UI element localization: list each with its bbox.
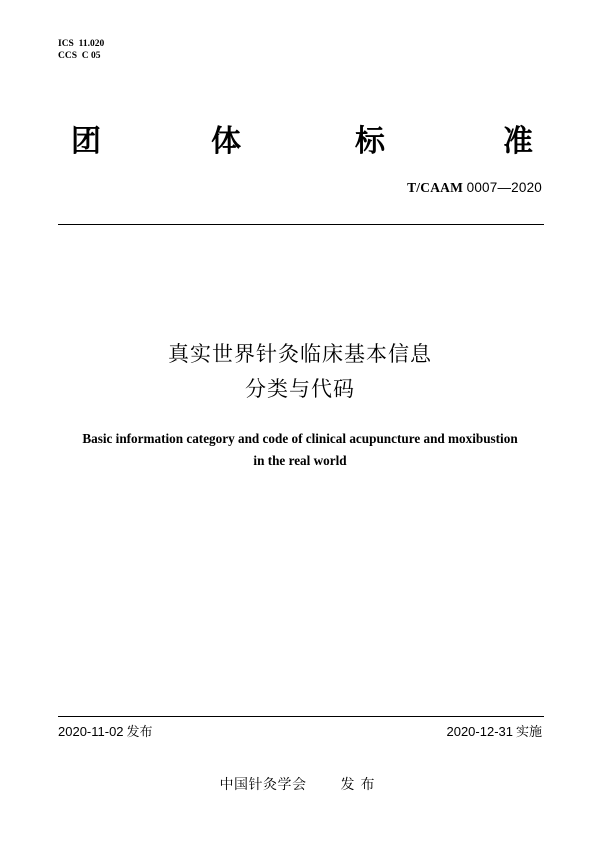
standard-type-char: 团 <box>71 124 101 159</box>
standard-type-heading <box>58 120 544 164</box>
title-chinese-line-1: 真实世界针灸临床基本信息 <box>168 342 432 366</box>
publisher-organization: 中国针灸学会 <box>219 777 307 793</box>
implementation-date <box>446 723 542 742</box>
standard-number-prefix: T/CAAM <box>407 180 464 195</box>
title-chinese-line-2: 分类与代码 <box>245 377 355 401</box>
implementation-date-label: 实施 <box>515 725 542 740</box>
issue-date-label: 发布 <box>126 725 153 740</box>
issue-date <box>58 723 153 742</box>
standard-type-char: 标 <box>355 124 385 159</box>
classification-codes <box>58 38 104 62</box>
implementation-date-value: 2020-12-31 <box>446 724 513 739</box>
standard-number-value: 0007—2020 <box>466 180 542 195</box>
standard-type-char: 体 <box>211 124 241 159</box>
title-english-line-1: Basic information category and code of clinical acupuncture and moxibustion <box>82 431 518 446</box>
ics-code: ICS 11.020 <box>58 39 105 49</box>
ccs-code: CCS C 05 <box>58 51 101 61</box>
title-english-line-2: in the real world <box>253 453 347 468</box>
standard-number <box>407 180 542 196</box>
publisher-line <box>0 775 600 795</box>
top-divider <box>58 224 544 225</box>
publisher-action: 发布 <box>340 777 381 793</box>
bottom-divider <box>58 716 544 717</box>
standard-type-char: 准 <box>503 124 533 159</box>
issue-date-value: 2020-11-02 <box>58 724 124 739</box>
